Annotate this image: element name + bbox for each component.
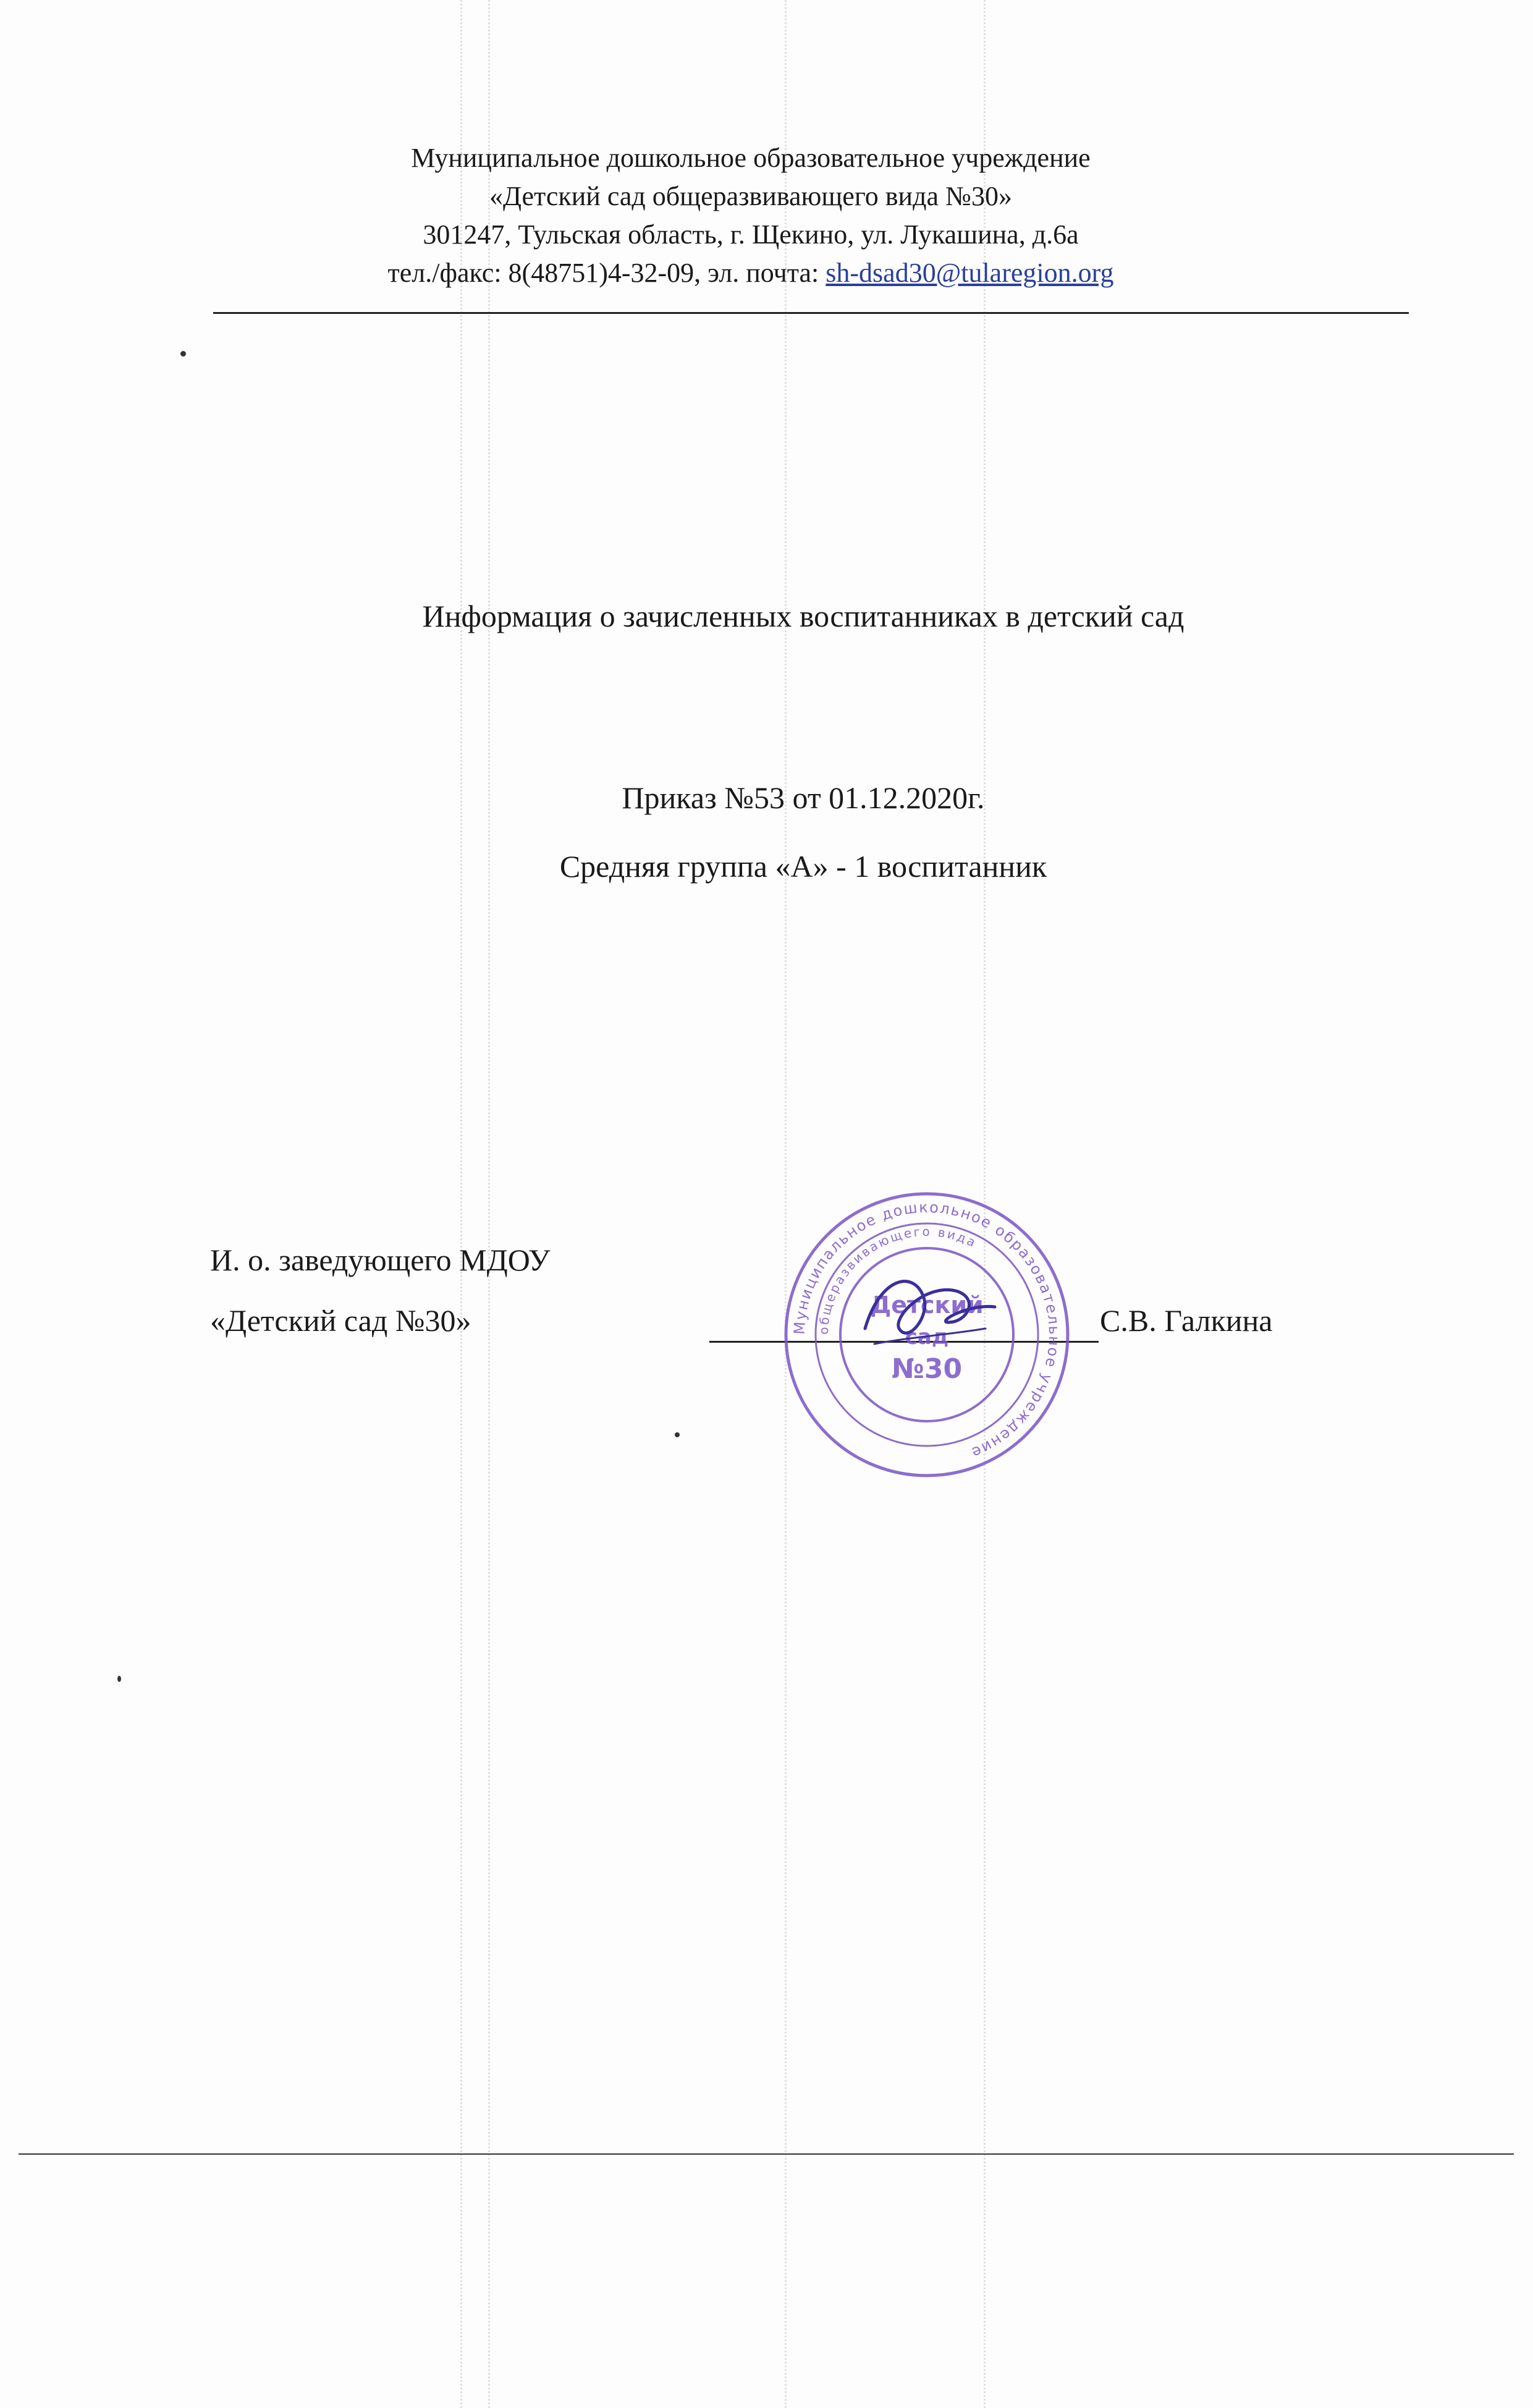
kindergarten-name: «Детский сад общеразвивающего вида №30» xyxy=(489,181,1013,211)
stamp-inner-text: общеразвивающего вида xyxy=(816,1223,980,1335)
scan-speck xyxy=(117,1676,121,1682)
scan-speck xyxy=(675,1432,680,1437)
email-link[interactable]: sh-dsad30@tularegion.org xyxy=(826,258,1114,288)
address: 301247, Тульская область, г. Щекино, ул. Лукашина, д.6а xyxy=(423,219,1079,250)
bottom-divider xyxy=(19,2153,1514,2155)
signatory-name: С.В. Галкина xyxy=(1100,1303,1273,1338)
org-name: Муниципальное дошкольное образовательное учреждение xyxy=(411,143,1091,173)
scan-streak xyxy=(460,0,462,2408)
stamp-center-line-3: №30 xyxy=(891,1353,963,1385)
contacts-prefix: тел./факс: 8(48751)4-32-09, эл. почта: xyxy=(387,258,826,288)
letterhead xyxy=(210,139,1291,292)
contacts-line xyxy=(210,254,1291,292)
letterhead-divider xyxy=(213,312,1409,314)
signatory-organization: «Детский сад №30» xyxy=(210,1303,471,1338)
group-info: Средняя группа «А» - 1 воспитанник xyxy=(559,849,1047,884)
stamp-center-line-1: Детский xyxy=(870,1291,984,1319)
stamp-outer-text: Муниципальное дошкольное образовательное учреждение xyxy=(790,1198,1063,1462)
official-stamp xyxy=(782,1189,1072,1480)
signatory-role: И. о. заведующего МДОУ xyxy=(210,1243,551,1277)
order-reference: Приказ №53 от 01.12.2020г. xyxy=(622,780,985,815)
stamp-center-line-2: сад xyxy=(905,1325,949,1350)
scan-streak xyxy=(488,0,490,2408)
document-title: Информация о зачисленных воспитанниках в детский сад xyxy=(422,599,1185,633)
scan-speck xyxy=(180,351,186,357)
